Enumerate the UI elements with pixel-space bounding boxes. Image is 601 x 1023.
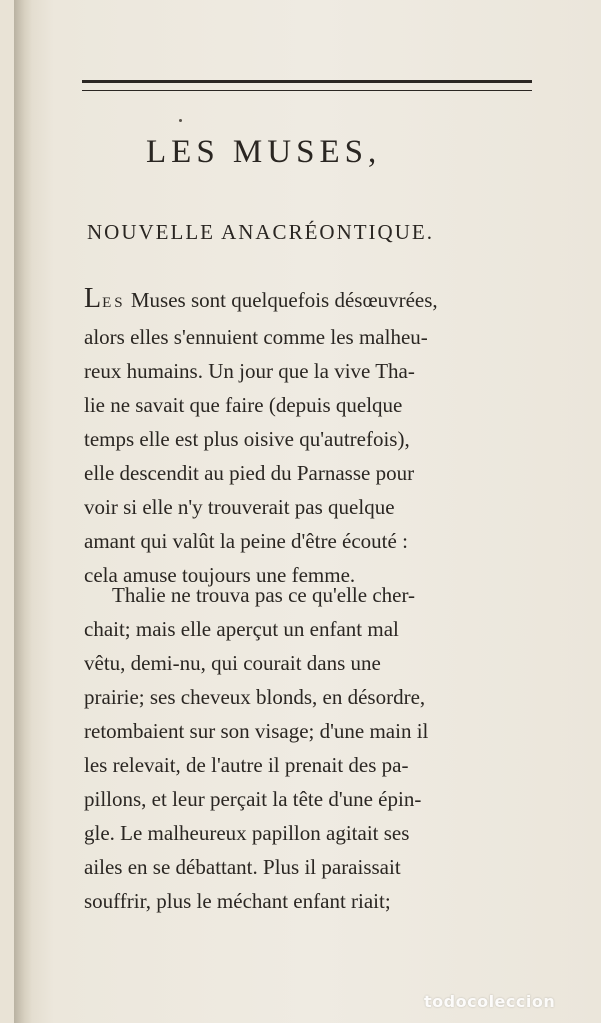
paragraph-1-line [84,282,534,320]
small-caps: ES [102,295,126,311]
paragraph-2-line: prairie; ses cheveux blonds, en désordre, [84,685,426,709]
paragraph-2 [84,578,534,918]
paragraph-1-line: alors elles s'ennuient comme les malheu- [84,325,428,349]
paragraph-2-line: gle. Le malheureux papillon agitait ses [84,821,410,845]
paragraph-2-line: Thalie ne trouva pas ce qu'elle cher- [112,583,416,607]
paragraph-1-line: lie ne savait que faire (depuis quelque [84,393,403,417]
watermark-logo: todocoleccion [424,992,556,1011]
paragraph-1-line: cela amuse toujours une femme. [84,563,356,587]
header-rule-thick [82,80,532,83]
paragraph-1-line-0-text: Muses sont quelquefois désœuvrées, [125,288,438,312]
paragraph-1-line: amant qui valût la peine d'être écouté : [84,529,408,553]
ink-speck [179,119,182,122]
paragraph-2-line: souffrir, plus le méchant enfant riait; [84,889,391,913]
book-page [14,0,601,1023]
paragraph-1-line: temps elle est plus oisive qu'autrefois), [84,427,410,451]
paragraph-1-line: voir si elle n'y trouverait pas quelque [84,495,395,519]
paragraph-2-line: retombaient sur son visage; d'une main il [84,719,429,743]
chapter-subtitle: NOUVELLE ANACRÉONTIQUE. [87,220,434,244]
paragraph-2-line: ailes en se débattant. Plus il paraissait [84,855,401,879]
paragraph-1-line: reux humains. Un jour que la vive Tha- [84,359,415,383]
header-rule-thin [82,90,532,91]
paragraph-2-line: vêtu, demi-nu, qui courait dans une [84,651,381,675]
paragraph-2-line: chait; mais elle aperçut un enfant mal [84,617,399,641]
paragraph-2-line: pillons, et leur perçait la tête d'une épin- [84,787,422,811]
page-gutter-shadow [14,0,32,1023]
paragraph-1-line: elle descendit au pied du Parnasse pour [84,461,415,485]
paragraph-1 [84,282,534,592]
chapter-title: LES MUSES, [146,134,382,170]
drop-cap: L [84,283,103,314]
paragraph-2-line: les relevait, de l'autre il prenait des pa- [84,753,409,777]
